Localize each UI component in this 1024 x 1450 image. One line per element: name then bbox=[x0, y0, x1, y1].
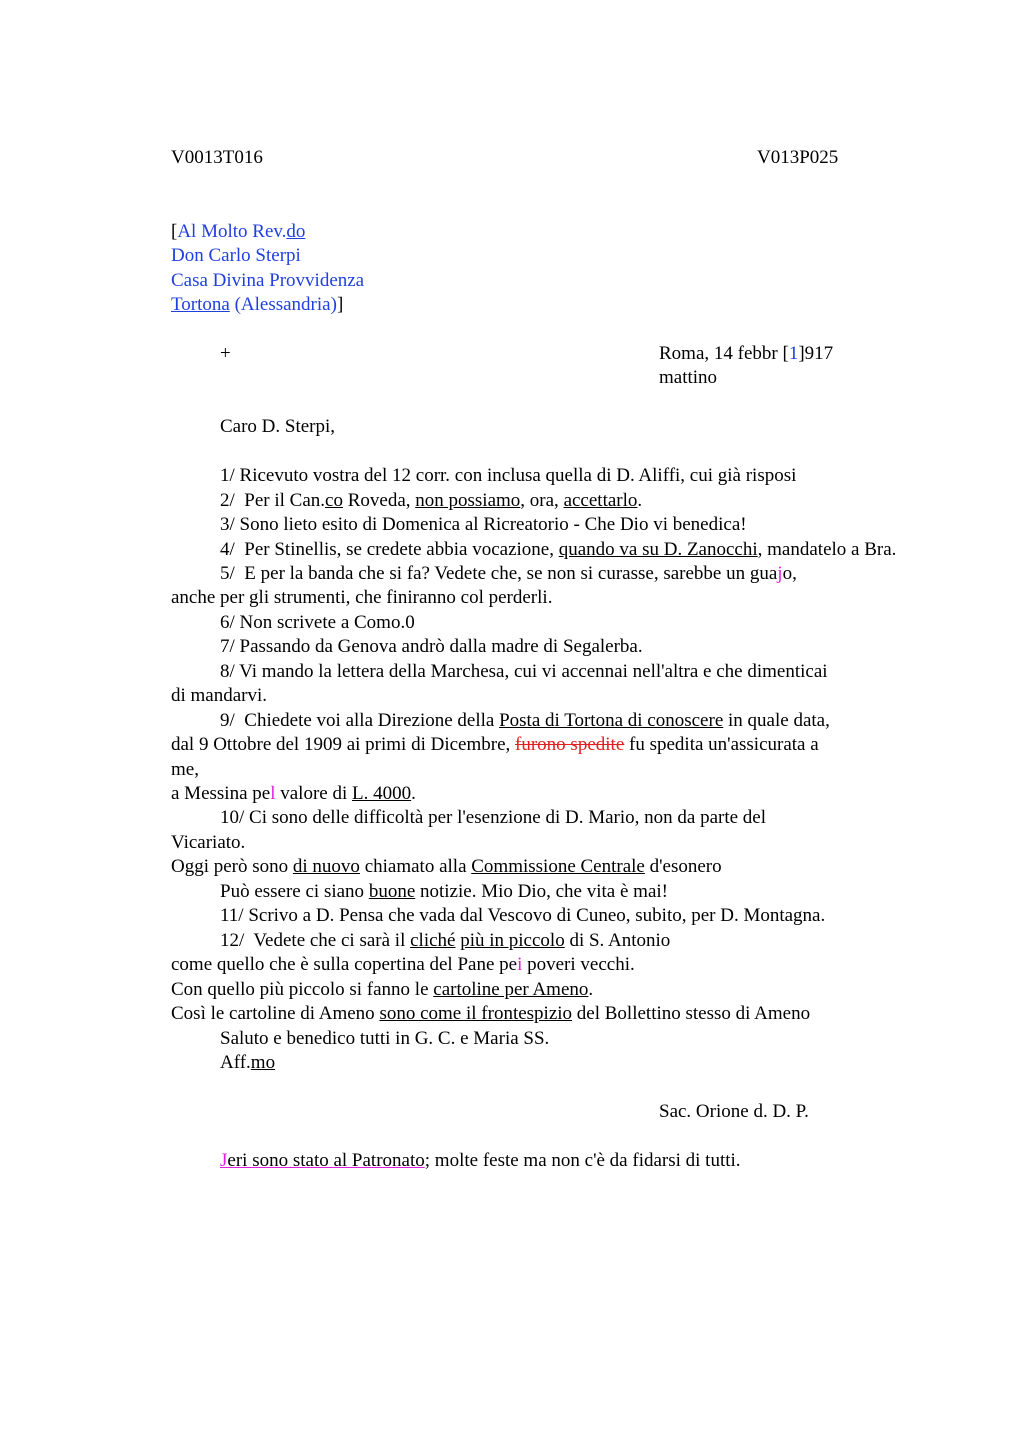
year-bracket-close: ] bbox=[798, 343, 805, 364]
address-line-3: Casa Divina Provvidenza bbox=[171, 270, 365, 291]
item-10-text: notizie. Mio Dio, che vita è mai! bbox=[415, 881, 668, 902]
item-9-text: . bbox=[411, 783, 416, 804]
postscript bbox=[220, 1149, 741, 1173]
item-4-underlined: quando va su D. Zanocchi bbox=[558, 539, 758, 560]
cross-mark: + bbox=[220, 343, 231, 364]
item-2-text: , ora, bbox=[520, 490, 564, 511]
item-12-underlined: più in piccolo bbox=[460, 930, 565, 951]
item-10-underlined: Commissione Centrale bbox=[471, 856, 645, 877]
address-recipient-title: Al Molto Rev. bbox=[177, 221, 287, 242]
address-province: (Alessandria) bbox=[229, 294, 337, 315]
item-10-text: Può essere ci siano bbox=[220, 881, 369, 902]
item-9-line-3: me, bbox=[171, 759, 199, 780]
item-9-line-2 bbox=[171, 733, 819, 757]
bracket-close: ] bbox=[336, 294, 344, 315]
address-line-4 bbox=[171, 293, 343, 317]
item-9 bbox=[220, 709, 830, 733]
item-9-text: 9/ Chiedete voi alla Direzione della bbox=[220, 710, 500, 731]
item-12-underlined: sono come il frontespizio bbox=[379, 1003, 573, 1024]
item-9-amount: L. 4000 bbox=[352, 783, 412, 804]
item-3: 3/ Sono lieto esito di Domenica al Ricreatorio - Che Dio vi benedica! bbox=[220, 514, 747, 535]
item-5 bbox=[220, 562, 797, 586]
item-12-line-2 bbox=[171, 953, 635, 977]
year-bracket-open: [ bbox=[782, 343, 789, 364]
item-5-text: o, bbox=[782, 563, 797, 584]
postscript-underlined: eri sono stato al Patronato bbox=[227, 1150, 425, 1171]
item-12-text: di S. Antonio bbox=[564, 930, 671, 951]
item-10-continuation: Vicariato. bbox=[171, 832, 246, 853]
item-12-line-3 bbox=[171, 978, 593, 1002]
item-2-text: Roveda, bbox=[342, 490, 416, 511]
item-10-line-4 bbox=[220, 880, 668, 904]
closing-aff-suffix: mo bbox=[250, 1052, 276, 1073]
item-9-text: valore di bbox=[275, 783, 352, 804]
item-12-text: 12/ Vedete che ci sarà il bbox=[220, 930, 411, 951]
postscript-text: ; molte feste ma non c'è da fidarsi di tutti. bbox=[424, 1150, 741, 1171]
item-7: 7/ Passando da Genova andrò dalla madre di Segalerba. bbox=[220, 636, 643, 657]
signature: Sac. Orione d. D. P. bbox=[659, 1101, 809, 1122]
item-9-text: fu spedita un'assicurata a bbox=[624, 734, 819, 755]
item-12-text: del Bollettino stesso di Ameno bbox=[572, 1003, 811, 1024]
closing-greeting: Saluto e benedico tutti in G. C. e Maria SS. bbox=[220, 1028, 550, 1049]
item-9-text: in quale data, bbox=[723, 710, 830, 731]
item-4-text: , mandatelo a Bra. bbox=[757, 539, 897, 560]
item-10-underlined: di nuovo bbox=[292, 856, 360, 877]
time-of-day: mattino bbox=[659, 367, 718, 388]
item-9-correction: l bbox=[270, 783, 276, 804]
item-10-text: Oggi però sono bbox=[171, 856, 293, 877]
salutation: Caro D. Sterpi, bbox=[220, 416, 336, 437]
item-8: 8/ Vi mando la lettera della Marchesa, cui vi accennai nell'altra e che dimenticai bbox=[220, 661, 828, 682]
item-5-text: 5/ E per la banda che si fa? Vedete che, se non si curasse, sarebbe un gua bbox=[220, 563, 778, 584]
item-12-underlined: cartoline per Ameno bbox=[433, 979, 589, 1000]
item-12-underlined: cliché bbox=[410, 930, 456, 951]
item-10-text: chiamato alla bbox=[359, 856, 472, 877]
bracket-open: [ bbox=[171, 221, 178, 242]
item-8-continuation: di mandarvi. bbox=[171, 685, 268, 706]
item-12-text: come quello che è sulla copertina del Pane pe bbox=[171, 954, 518, 975]
item-9-text: a Messina pe bbox=[171, 783, 271, 804]
address-line-1 bbox=[171, 220, 305, 244]
item-12-text: . bbox=[588, 979, 594, 1000]
item-12-text: poveri vecchi. bbox=[522, 954, 635, 975]
item-9-text: dal 9 Ottobre del 1909 ai primi di Dicembre, bbox=[171, 734, 516, 755]
item-2-underlined: accettarlo bbox=[563, 490, 638, 511]
closing-aff-text: Aff. bbox=[220, 1052, 251, 1073]
item-1: 1/ Ricevuto vostra del 12 corr. con inclusa quella di D. Aliffi, cui già risposi bbox=[220, 465, 797, 486]
item-5-continuation: anche per gli strumenti, che finiranno col perderli. bbox=[171, 587, 553, 608]
year-rest: 917 bbox=[804, 343, 834, 364]
address-city: Tortona bbox=[171, 294, 230, 315]
item-2-text: . bbox=[637, 490, 643, 511]
item-10-text: d'esonero bbox=[644, 856, 722, 877]
item-9-deletion: furono spedite bbox=[515, 734, 625, 755]
item-10: 10/ Ci sono delle difficoltà per l'esenzione di D. Mario, non da parte del bbox=[220, 807, 767, 828]
item-4 bbox=[220, 538, 896, 562]
item-5-correction: j bbox=[777, 563, 783, 584]
item-2-abbrev: co bbox=[325, 490, 343, 511]
place-date-text: Roma, 14 febbr bbox=[659, 343, 783, 364]
item-2-text: 2/ Per il Can. bbox=[220, 490, 326, 511]
item-12-text: Così le cartoline di Ameno bbox=[171, 1003, 380, 1024]
item-2-underlined: non possiamo bbox=[415, 490, 521, 511]
closing-affectionate bbox=[220, 1051, 275, 1075]
item-10-line-3 bbox=[171, 855, 722, 879]
year-editorial-digit: 1 bbox=[788, 343, 799, 364]
document-code-right: V013P025 bbox=[757, 147, 839, 168]
item-12-line-4 bbox=[171, 1002, 810, 1026]
document-code-left: V0013T016 bbox=[171, 147, 263, 168]
item-11: 11/ Scrivo a D. Pensa che vada dal Vescovo di Cuneo, subito, per D. Montagna. bbox=[220, 905, 826, 926]
item-10-underlined: buone bbox=[368, 881, 416, 902]
item-4-text: 4/ Per Stinellis, se credete abbia vocazione, bbox=[220, 539, 559, 560]
item-2 bbox=[220, 489, 642, 513]
item-9-underlined: Posta di Tortona di conoscere bbox=[499, 710, 724, 731]
place-date bbox=[659, 342, 833, 366]
address-line-2: Don Carlo Sterpi bbox=[171, 245, 301, 266]
address-recipient-title-suffix: do bbox=[286, 221, 306, 242]
postscript-correction-initial: J bbox=[220, 1150, 228, 1171]
item-9-line-4 bbox=[171, 782, 416, 806]
item-12 bbox=[220, 929, 670, 953]
item-6: 6/ Non scrivete a Como.0 bbox=[220, 612, 415, 633]
item-12-correction: i bbox=[517, 954, 523, 975]
item-12-text: Con quello più piccolo si fanno le bbox=[171, 979, 434, 1000]
